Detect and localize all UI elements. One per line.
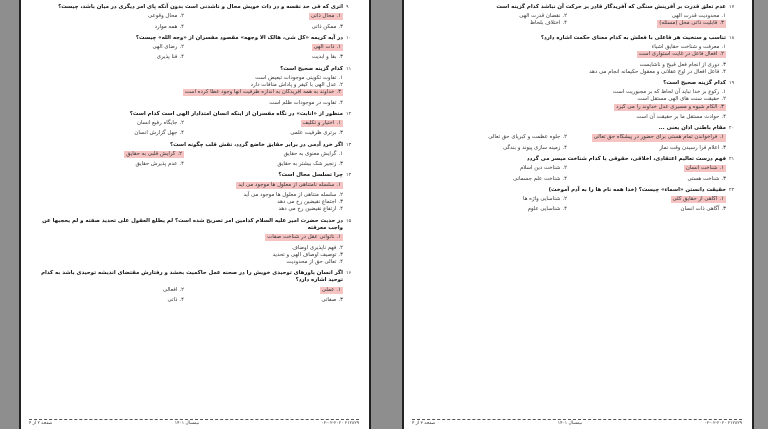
option-number: ۱. bbox=[719, 134, 724, 141]
option-number: ۱. bbox=[336, 13, 341, 20]
answer-option bbox=[292, 245, 343, 251]
answer-option bbox=[273, 252, 343, 258]
option-text: تعالی حق از محدودیت bbox=[286, 258, 337, 265]
option-number: ۲. bbox=[179, 13, 184, 20]
question-number: ۱۳ bbox=[346, 142, 352, 148]
question-number: ۱۵ bbox=[346, 218, 352, 224]
option-text: شناخت انسان bbox=[685, 165, 718, 172]
question-number: ۱۲ bbox=[346, 111, 352, 117]
question-text: در حدیث حضرت امیر علیه السلام کدامین امر تصریح شده است؟ لم یطلع العقول علی تحدید صفته و لم یحجبها عن واجب معرفته bbox=[42, 217, 343, 231]
question-line bbox=[31, 142, 355, 149]
option-number: ۳. bbox=[719, 103, 724, 110]
question-number: ۱۱ bbox=[346, 66, 352, 72]
answer-options bbox=[414, 13, 738, 31]
option-number: ۳. bbox=[338, 23, 343, 30]
answer-option bbox=[279, 206, 343, 212]
answer-options bbox=[31, 234, 355, 266]
option-number: ۳. bbox=[338, 130, 343, 137]
option-number: ۳. bbox=[338, 199, 343, 206]
page-footer bbox=[412, 419, 742, 427]
option-number: ۴. bbox=[562, 20, 567, 27]
question-item bbox=[31, 218, 355, 266]
option-number: ۲. bbox=[177, 150, 182, 157]
option-number: ۲. bbox=[338, 244, 343, 251]
option-text: قابلیت ذاتی محل (مسئله) bbox=[659, 20, 718, 27]
option-text: نقصان قدرت الهی bbox=[519, 13, 561, 20]
answer-option-highlighted bbox=[657, 20, 726, 27]
footer-page-number: صفحه ۳ از ۴ bbox=[412, 421, 436, 426]
option-number: ۱. bbox=[719, 165, 724, 172]
option-text: تفاوت تکوینی موجودات تبعیض است bbox=[255, 74, 337, 81]
option-text: آگاهی ذات انسان bbox=[680, 206, 720, 213]
answer-option bbox=[652, 44, 726, 50]
option-text: محال وقوعی bbox=[148, 13, 178, 20]
option-number: ۱. bbox=[721, 13, 726, 20]
option-number: ۱. bbox=[721, 89, 726, 96]
answer-option-highlighted bbox=[309, 13, 343, 20]
exam-page-left bbox=[19, 0, 371, 429]
question-text: اثری که فی حد نفسه و در ذات خویش محال و ناشدنی است بدون آنکه پای امر دیگری در میان باشد، چیست؟ bbox=[58, 4, 343, 10]
answer-options bbox=[31, 13, 355, 31]
answer-option bbox=[637, 96, 726, 102]
answer-option bbox=[503, 145, 567, 151]
option-number: ۱. bbox=[338, 150, 343, 157]
answer-option bbox=[672, 13, 726, 19]
answer-option bbox=[251, 82, 343, 88]
option-number: ۱. bbox=[721, 44, 726, 51]
question-text: کدام گزینه صحیح است؟ bbox=[280, 65, 343, 72]
answer-option bbox=[255, 75, 343, 81]
answer-options bbox=[31, 44, 355, 62]
option-number: ۳. bbox=[721, 175, 726, 182]
option-text: سلسله نامتناهی از معلول ها موجود می آید bbox=[238, 181, 335, 188]
answer-option bbox=[613, 89, 726, 95]
option-text: خداوند به همه آفریدگان به اندازه ظرفیت آنها وجود عطا کرده است bbox=[184, 89, 335, 96]
option-text: رکوع بر خدا نباید آن لحاظ که بر مجبوریت است bbox=[612, 89, 720, 96]
answer-option bbox=[137, 120, 184, 126]
answer-options bbox=[31, 287, 355, 305]
answer-option bbox=[155, 24, 184, 30]
option-number: ۴. bbox=[338, 99, 343, 106]
option-text: زنجیر شک بیشتر به حقایق bbox=[277, 161, 337, 168]
option-number: ۳. bbox=[338, 296, 343, 303]
answer-option-highlighted bbox=[183, 89, 343, 96]
option-text: اعلام فرا رسیدن وقت نماز bbox=[659, 144, 720, 151]
question-text: مقام باطنی اذان یعنی ... bbox=[658, 125, 726, 132]
option-text: معرفت و شناخت حقایق اشیاء bbox=[651, 44, 720, 51]
answer-option bbox=[321, 297, 343, 303]
option-text: جایگاه رفیع انسان bbox=[136, 120, 178, 127]
question-text: حقیقت دانستن «اسماء» چیست؟ (خدا همه نام ها را به آدم آموخت) bbox=[548, 186, 726, 193]
answer-option bbox=[163, 287, 184, 293]
answer-option bbox=[153, 44, 185, 50]
option-text: دوری از انجام فعل قبیح و ناشایست bbox=[639, 61, 720, 68]
option-text: ارتفاع نقیضین رخ می دهد bbox=[278, 206, 337, 213]
answer-option bbox=[659, 145, 726, 151]
option-text: تفاوت در موجودات ظلم است bbox=[269, 99, 337, 106]
question-text: اگر انسان باورهای توحیدی خویش را در صحنه عمل حاکمیت بخشد و رفتارش مقتضای اندیشه توحیدی باشد به کدام توحید اشاره دارد؟ bbox=[41, 270, 343, 284]
answer-option-highlighted bbox=[320, 287, 343, 294]
answer-option-highlighted bbox=[614, 104, 726, 111]
answer-option bbox=[277, 199, 343, 205]
option-number: ۱. bbox=[336, 234, 341, 241]
answer-option-highlighted bbox=[671, 196, 726, 203]
question-number: ۱۹ bbox=[729, 81, 735, 87]
option-number: ۳. bbox=[338, 54, 343, 61]
option-number: ۲. bbox=[179, 286, 184, 293]
option-text: محال ذاتی bbox=[310, 13, 335, 20]
question-text: منظور از «انابت» در نگاه مفسران از اینکه انسان امتدادار الهی است کدام است؟ bbox=[129, 110, 343, 117]
question-line bbox=[31, 172, 355, 179]
question-line bbox=[414, 4, 738, 11]
option-text: حقیقت سنت های الهی مستقل است bbox=[637, 96, 720, 103]
option-text: صفاتی bbox=[321, 296, 337, 303]
question-number: ۲۰ bbox=[729, 126, 735, 132]
option-number: ۴. bbox=[179, 296, 184, 303]
option-text: فنا پذیری bbox=[156, 54, 178, 61]
question-number: ۹ bbox=[346, 5, 349, 10]
question-line bbox=[31, 4, 355, 11]
option-text: عملی bbox=[321, 286, 335, 293]
question-line bbox=[31, 35, 355, 42]
option-text: آگاهی از حقایق کلی bbox=[672, 196, 718, 203]
question-line bbox=[414, 35, 738, 42]
answer-option bbox=[286, 259, 343, 265]
answer-options bbox=[414, 89, 738, 121]
answer-option bbox=[312, 24, 343, 30]
option-number: ۴. bbox=[179, 161, 184, 168]
option-text: شناخت دین اسلام bbox=[519, 165, 561, 172]
option-number: ۴. bbox=[562, 206, 567, 213]
answer-option bbox=[269, 100, 343, 106]
option-text: ذاتی bbox=[167, 296, 178, 303]
option-number: ۴. bbox=[179, 54, 184, 61]
option-number: ۲. bbox=[562, 165, 567, 172]
question-text: عدم تعلق قدرت بر آفرینش سنگی که آفریدگار قادر بر حرکت آن نباشد کدام گزینه است bbox=[496, 4, 726, 10]
option-number: ۲. bbox=[338, 192, 343, 199]
option-number: ۱. bbox=[336, 181, 341, 188]
option-text: زمینه سازی پیوند و بندگی bbox=[503, 144, 561, 151]
question-list bbox=[31, 4, 355, 308]
question-item bbox=[31, 4, 355, 31]
answer-options bbox=[414, 134, 738, 152]
answer-option bbox=[167, 297, 184, 303]
answer-option bbox=[530, 20, 567, 26]
question-item bbox=[31, 111, 355, 138]
option-text: گرایش قلبی به حقایق bbox=[126, 150, 176, 157]
option-number: ۲. bbox=[719, 51, 724, 58]
answer-option-highlighted bbox=[265, 234, 343, 241]
question-item bbox=[414, 125, 738, 152]
question-line bbox=[414, 187, 738, 194]
option-number: ۳. bbox=[338, 251, 343, 258]
option-text: افعالی bbox=[162, 286, 178, 293]
answer-option bbox=[687, 176, 726, 182]
answer-option bbox=[520, 165, 567, 171]
question-line bbox=[31, 218, 355, 232]
question-item bbox=[31, 270, 355, 304]
question-number: ۱۶ bbox=[346, 271, 352, 277]
option-text: ذات الهی bbox=[313, 44, 335, 51]
option-number: ۱. bbox=[336, 44, 341, 51]
option-text: اختلاف بلحاظ bbox=[530, 20, 561, 27]
question-line bbox=[31, 66, 355, 73]
question-item bbox=[414, 156, 738, 183]
question-number: ۱۸ bbox=[729, 35, 735, 41]
option-text: حوادث مستقل ما بر حقیقت آن است bbox=[636, 114, 720, 121]
answer-option bbox=[284, 151, 343, 157]
answer-options bbox=[31, 182, 355, 214]
answer-option bbox=[148, 13, 184, 19]
question-number: ۱۷ bbox=[729, 5, 735, 10]
option-text: بقا و ابدیت bbox=[311, 54, 337, 61]
question-line bbox=[414, 125, 738, 132]
answer-option-highlighted bbox=[592, 134, 726, 141]
option-number: ۳. bbox=[336, 89, 341, 96]
option-text: عدل الهی با کیفر و پاداش منافات دارد bbox=[250, 82, 337, 89]
answer-options bbox=[31, 75, 355, 107]
answer-option bbox=[640, 62, 726, 68]
option-text: برتری ظرفیت علمی bbox=[290, 130, 337, 137]
option-text: اجتماع نقیضین رخ می دهد bbox=[277, 199, 337, 206]
question-line bbox=[31, 111, 355, 118]
option-number: ۴. bbox=[338, 258, 343, 265]
answer-option-highlighted bbox=[312, 44, 343, 51]
question-number: ۱۴ bbox=[346, 173, 352, 179]
question-item bbox=[414, 80, 738, 121]
answer-option bbox=[513, 176, 567, 182]
option-number: ۴. bbox=[562, 175, 567, 182]
exam-page-right bbox=[402, 0, 754, 429]
option-number: ۴. bbox=[721, 68, 726, 75]
option-text: شناسایی علوم bbox=[527, 206, 561, 213]
answer-option bbox=[134, 130, 184, 136]
question-list bbox=[414, 4, 738, 218]
answer-option bbox=[589, 69, 726, 75]
option-text: شناسایی واژه ها bbox=[522, 196, 561, 203]
question-item bbox=[31, 142, 355, 169]
option-text: شناخت علم جسمانی bbox=[513, 175, 561, 182]
answer-options bbox=[31, 151, 355, 169]
answer-option bbox=[277, 161, 343, 167]
option-text: ناتوانی عقل در شناخت صفات bbox=[267, 234, 335, 241]
question-number: ۱۰ bbox=[346, 35, 352, 41]
question-line bbox=[31, 270, 355, 284]
question-item bbox=[31, 35, 355, 62]
option-number: ۱. bbox=[336, 286, 341, 293]
option-text: افعال فاعل در غایت استواری است bbox=[638, 51, 718, 58]
answer-option bbox=[636, 114, 726, 120]
answer-option bbox=[290, 130, 343, 136]
footer-code: ۰۲-۰۲-۲۰۲۰ ۲۱۲۸۲۹ bbox=[321, 421, 359, 426]
answer-option bbox=[157, 54, 184, 60]
option-text: فاعل افعال در اوج عقلانی و معقول حکیمانه انجام می دهد bbox=[589, 68, 720, 75]
footer-semester: نیمسال ۱۴۰۱ bbox=[174, 421, 200, 426]
option-number: ۲. bbox=[721, 96, 726, 103]
option-number: ۴. bbox=[338, 206, 343, 213]
option-number: ۴. bbox=[562, 144, 567, 151]
option-text: فهم ناپذیری اوصاف bbox=[292, 244, 337, 251]
question-number: ۲۱ bbox=[729, 157, 735, 163]
footer-code: ۰۲-۰۲-۲۰۲۰ ۲۱۲۸۲۹ bbox=[704, 421, 742, 426]
answer-option bbox=[523, 196, 567, 202]
option-number: ۳. bbox=[721, 206, 726, 213]
question-line bbox=[414, 80, 738, 87]
question-text: فهم درست تعالیم اعتقادی، اخلاقی، حقوقی با کدام شناخت میسر می گردد bbox=[526, 156, 726, 163]
option-text: همه موارد bbox=[154, 23, 178, 30]
footer-semester: نیمسال ۱۴۰۱ bbox=[557, 421, 583, 426]
answer-option-highlighted bbox=[236, 182, 343, 189]
option-number: ۲. bbox=[338, 82, 343, 89]
option-text: محدودیت قدرت الهی bbox=[671, 13, 720, 20]
option-number: ۳. bbox=[719, 20, 724, 27]
option-number: ۱. bbox=[336, 120, 341, 127]
question-text: اگر خرد آدمی در برابر حقایق خاضع گردد، نقش قلب چگونه است؟ bbox=[169, 141, 343, 148]
question-number: ۲۲ bbox=[729, 187, 735, 193]
option-text: جهل گزارش انسان bbox=[134, 130, 178, 137]
option-number: ۲. bbox=[179, 44, 184, 51]
option-number: ۴. bbox=[179, 23, 184, 30]
option-text: سلسله متناهی از معلول ها موجود می آید bbox=[243, 192, 337, 199]
option-number: ۲. bbox=[179, 120, 184, 127]
option-number: ۱. bbox=[719, 196, 724, 203]
option-number: ۳. bbox=[721, 61, 726, 68]
question-item bbox=[31, 66, 355, 107]
answer-option-highlighted bbox=[684, 165, 726, 172]
answer-option-highlighted bbox=[301, 120, 343, 127]
answer-options bbox=[414, 165, 738, 183]
answer-options bbox=[414, 44, 738, 76]
answer-option bbox=[312, 54, 343, 60]
option-number: ۲. bbox=[562, 134, 567, 141]
answer-option bbox=[528, 206, 567, 212]
option-number: ۳. bbox=[338, 161, 343, 168]
question-line bbox=[414, 156, 738, 163]
answer-option bbox=[135, 161, 184, 167]
answer-options bbox=[31, 120, 355, 138]
option-number: ۱. bbox=[338, 74, 343, 81]
answer-option bbox=[519, 13, 567, 19]
option-text: گرایش معنوی به حقایق bbox=[283, 150, 337, 157]
question-text: تناسب و سنخیت هر فاعلی با فعلش به کدام معنای حکمت اشاره دارد؟ bbox=[540, 34, 726, 41]
option-text: اختیار و تکلیف bbox=[302, 120, 335, 127]
page-footer bbox=[29, 419, 359, 427]
option-text: فراخواندن تمام هستی برای حضور در پیشگاه حق تعالی bbox=[593, 134, 718, 141]
option-text: رضای الهی bbox=[152, 44, 178, 51]
question-text: چرا تسلسل محال است؟ bbox=[278, 172, 343, 179]
question-item bbox=[414, 187, 738, 214]
question-item bbox=[414, 4, 738, 31]
option-text: شناخت هستی bbox=[687, 175, 720, 182]
question-text: در آیه کریمه «کل شی، هالک الا وجهه» مقصود مفسران از «وجه الله» چیست؟ bbox=[135, 34, 343, 41]
option-text: الکام شیوه و مسیری عدل خداوند را می گیرد bbox=[616, 103, 718, 110]
option-number: ۲. bbox=[562, 13, 567, 20]
option-text: توصیف اوصاف الهی و تحدید bbox=[272, 251, 337, 258]
option-text: جلوه عظمت و کبریای حق تعالی bbox=[488, 134, 561, 141]
question-item bbox=[31, 172, 355, 213]
option-number: ۴. bbox=[721, 114, 726, 121]
option-number: ۲. bbox=[562, 196, 567, 203]
answer-option bbox=[244, 192, 343, 198]
option-text: عدم پذیرش حقایق bbox=[135, 161, 178, 168]
option-number: ۳. bbox=[721, 144, 726, 151]
footer-page-number: صفحه ۲ از ۴ bbox=[29, 421, 53, 426]
option-text: ممکن ذاتی bbox=[311, 23, 337, 30]
answer-options bbox=[414, 196, 738, 214]
answer-option bbox=[488, 134, 567, 140]
answer-option-highlighted bbox=[124, 151, 184, 158]
answer-option bbox=[681, 206, 726, 212]
question-text: کدام گزینه صحیح است؟ bbox=[663, 80, 726, 87]
answer-option-highlighted bbox=[637, 51, 726, 58]
option-number: ۴. bbox=[179, 130, 184, 137]
question-item bbox=[414, 35, 738, 76]
